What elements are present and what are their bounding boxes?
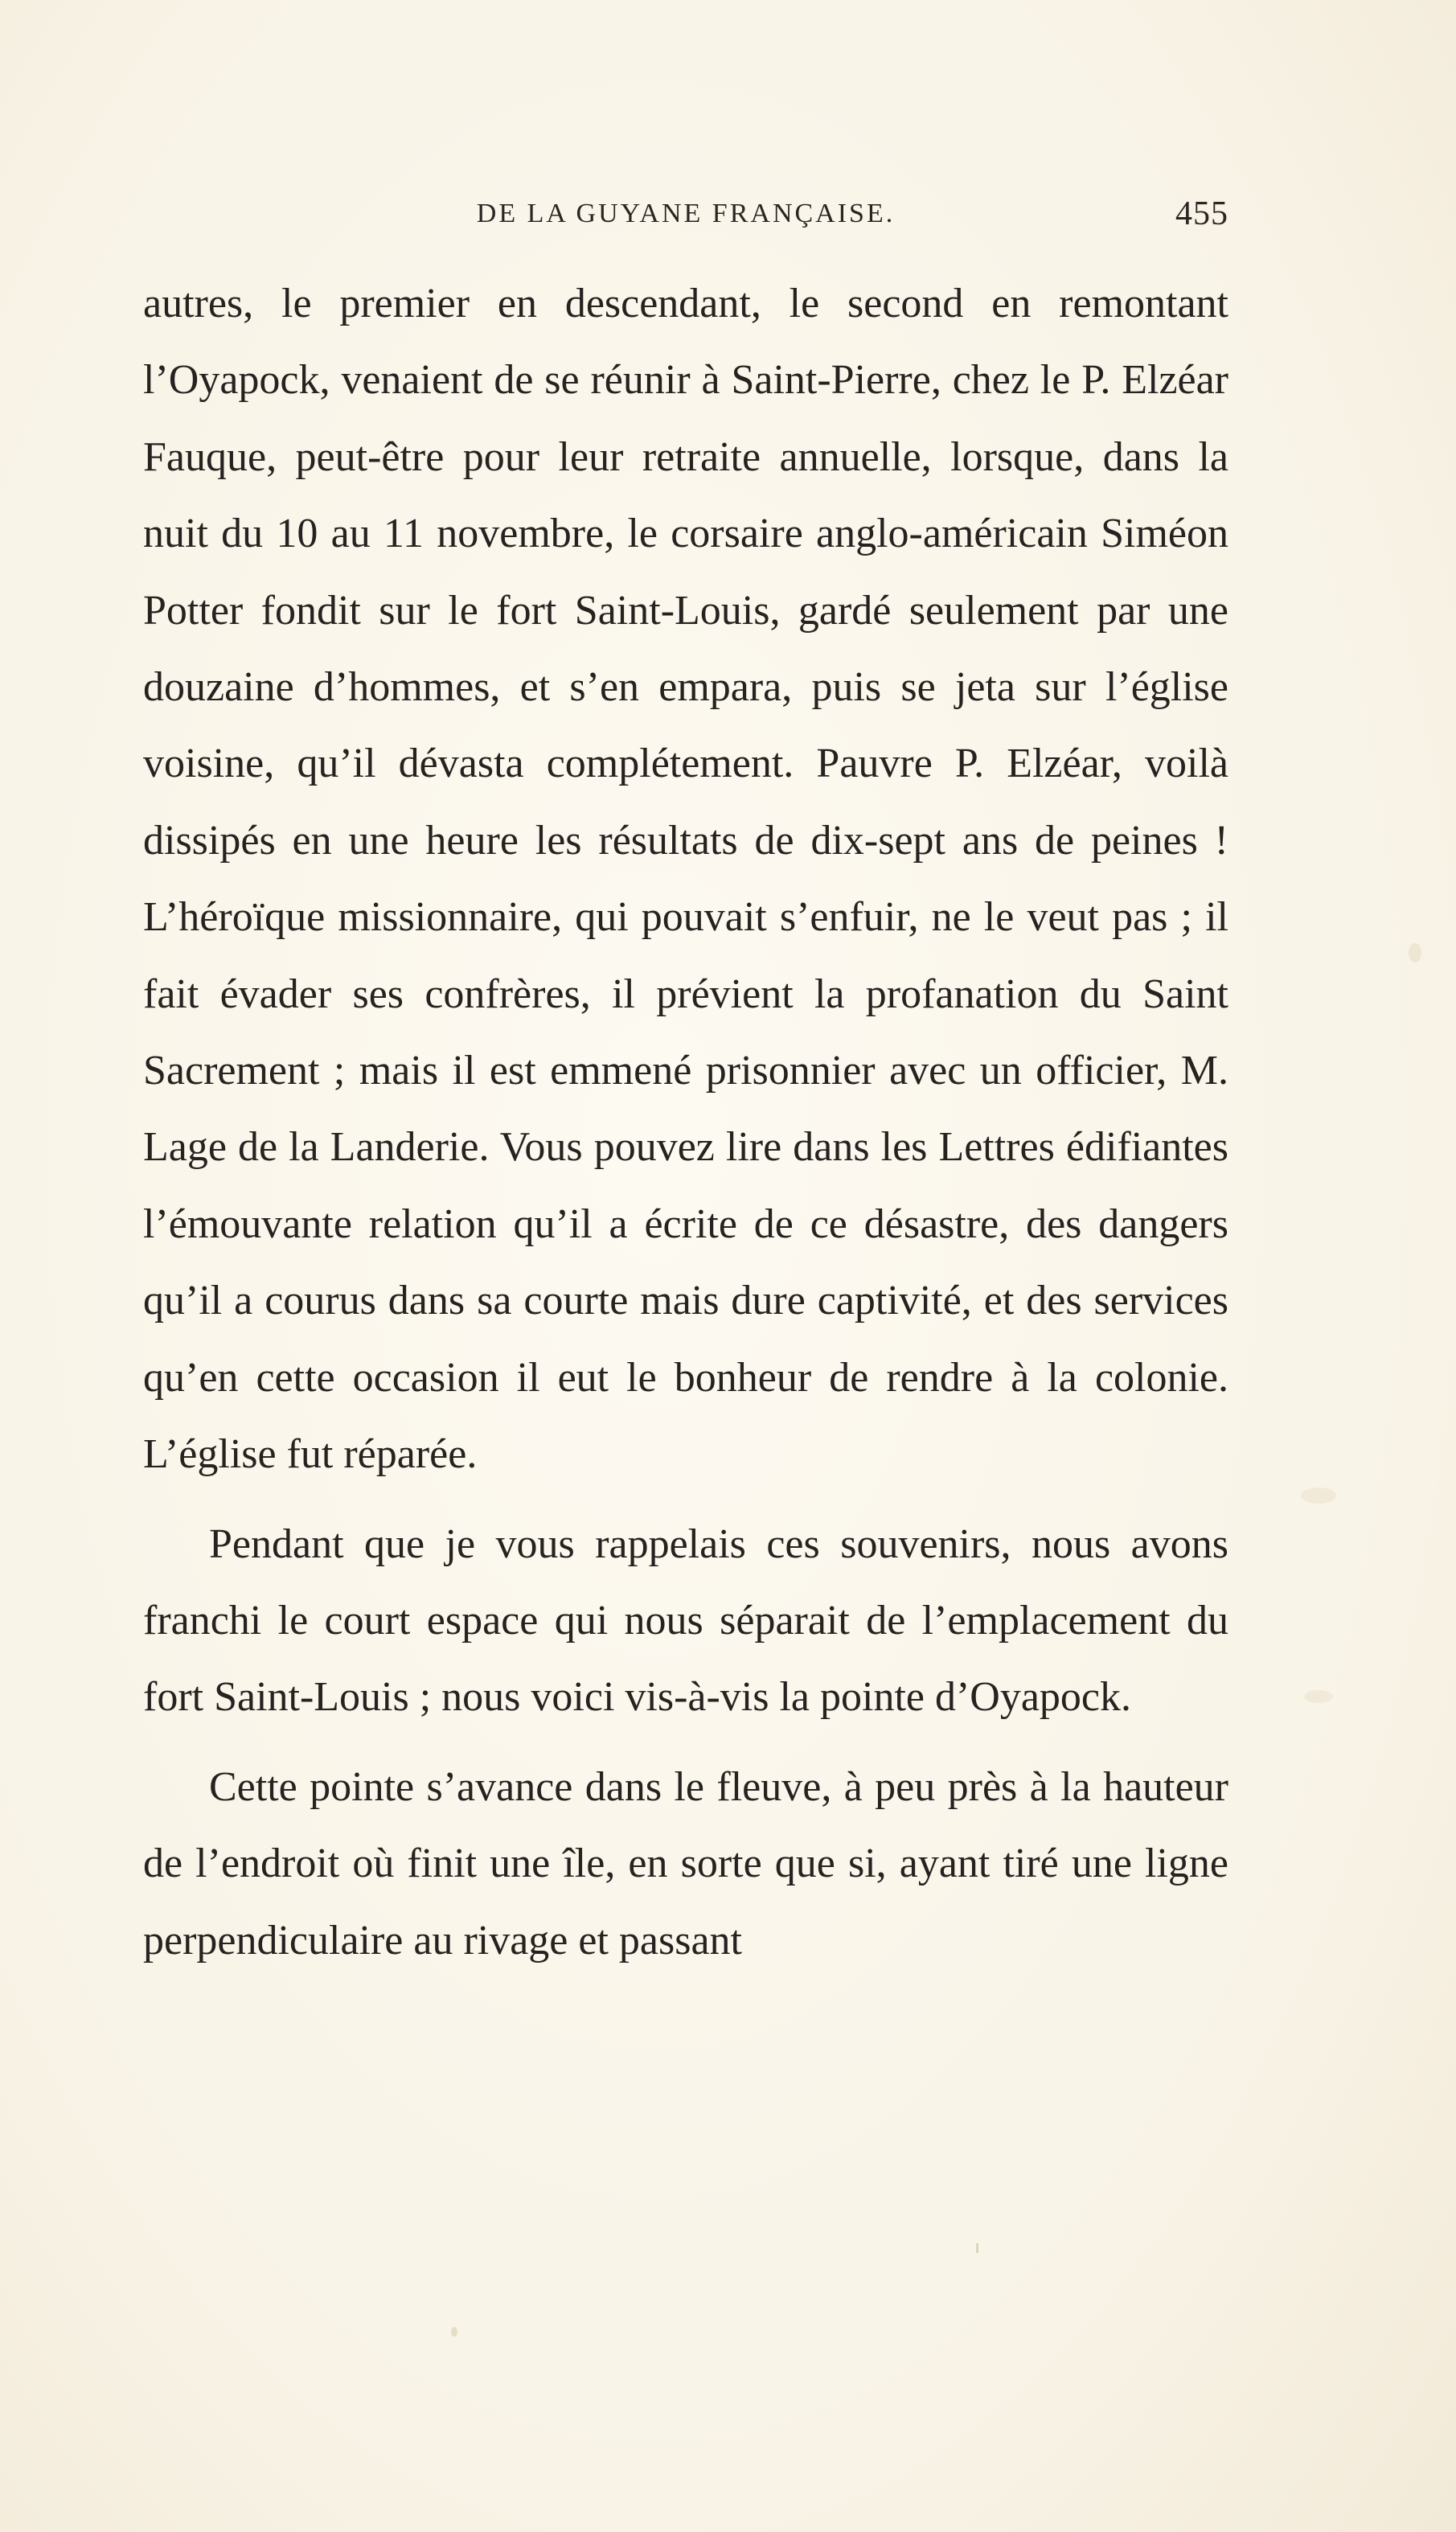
paragraph-continued: autres, le premier en descendant, le second en remontant l’Oyapock, venaient de se réunir à Saint-Pierre, chez le P. Elzéar Fauque, peut-être pour leur retraite annuelle, lorsque, dans la nuit du 10 au 11 novembre, le corsaire anglo-américain Siméon Potter fondit sur le fort Saint-Louis, gardé seulement par une douzaine d’hommes, et s’en empara, puis se jeta sur l’église voisine, qu’il dévasta complétement. Pauvre P. Elzéar, voilà dissipés en une heure les résultats de dix-sept ans de peines ! L’héroïque missionnaire, qui pouvait s’enfuir, ne le veut pas ; il fait évader ses confrères, il prévient la profanation du Saint Sacrement ; mais il est emmené prisonnier avec un officier, M. Lage de la Landerie. Vous pouvez lire dans les Lettres édifiantes l’émouvante relation qu’il a écrite de ce désastre, des dangers qu’il a courus dans sa courte mais dure captivité, et des services qu’en cette occasion il eut le bonheur de rendre à la colonie. L’église fut réparée.	[143, 281, 1228, 1478]
stain-mark	[1304, 1690, 1333, 1703]
stain-mark	[1301, 1488, 1336, 1504]
stain-mark	[976, 2243, 978, 2253]
paragraph: Cette pointe s’avance dans le fleuve, à peu près à la hauteur de l’endroit où finit une île, en sorte que si, ayant tiré une ligne perpendiculaire au rivage et passant	[143, 1763, 1228, 1964]
running-head: DE LA GUYANE FRANÇAISE.	[476, 199, 896, 228]
stain-mark	[1409, 943, 1421, 962]
stain-mark	[451, 2327, 457, 2337]
paragraph: Pendant que je vous rappelais ces souvenirs, nous avons franchi le court espace qui nous séparait de l’emplacement du fort Saint-Louis ; nous voici vis-à-vis la pointe d’Oyapock.	[143, 1520, 1228, 1721]
page-number: 455	[1175, 195, 1228, 232]
